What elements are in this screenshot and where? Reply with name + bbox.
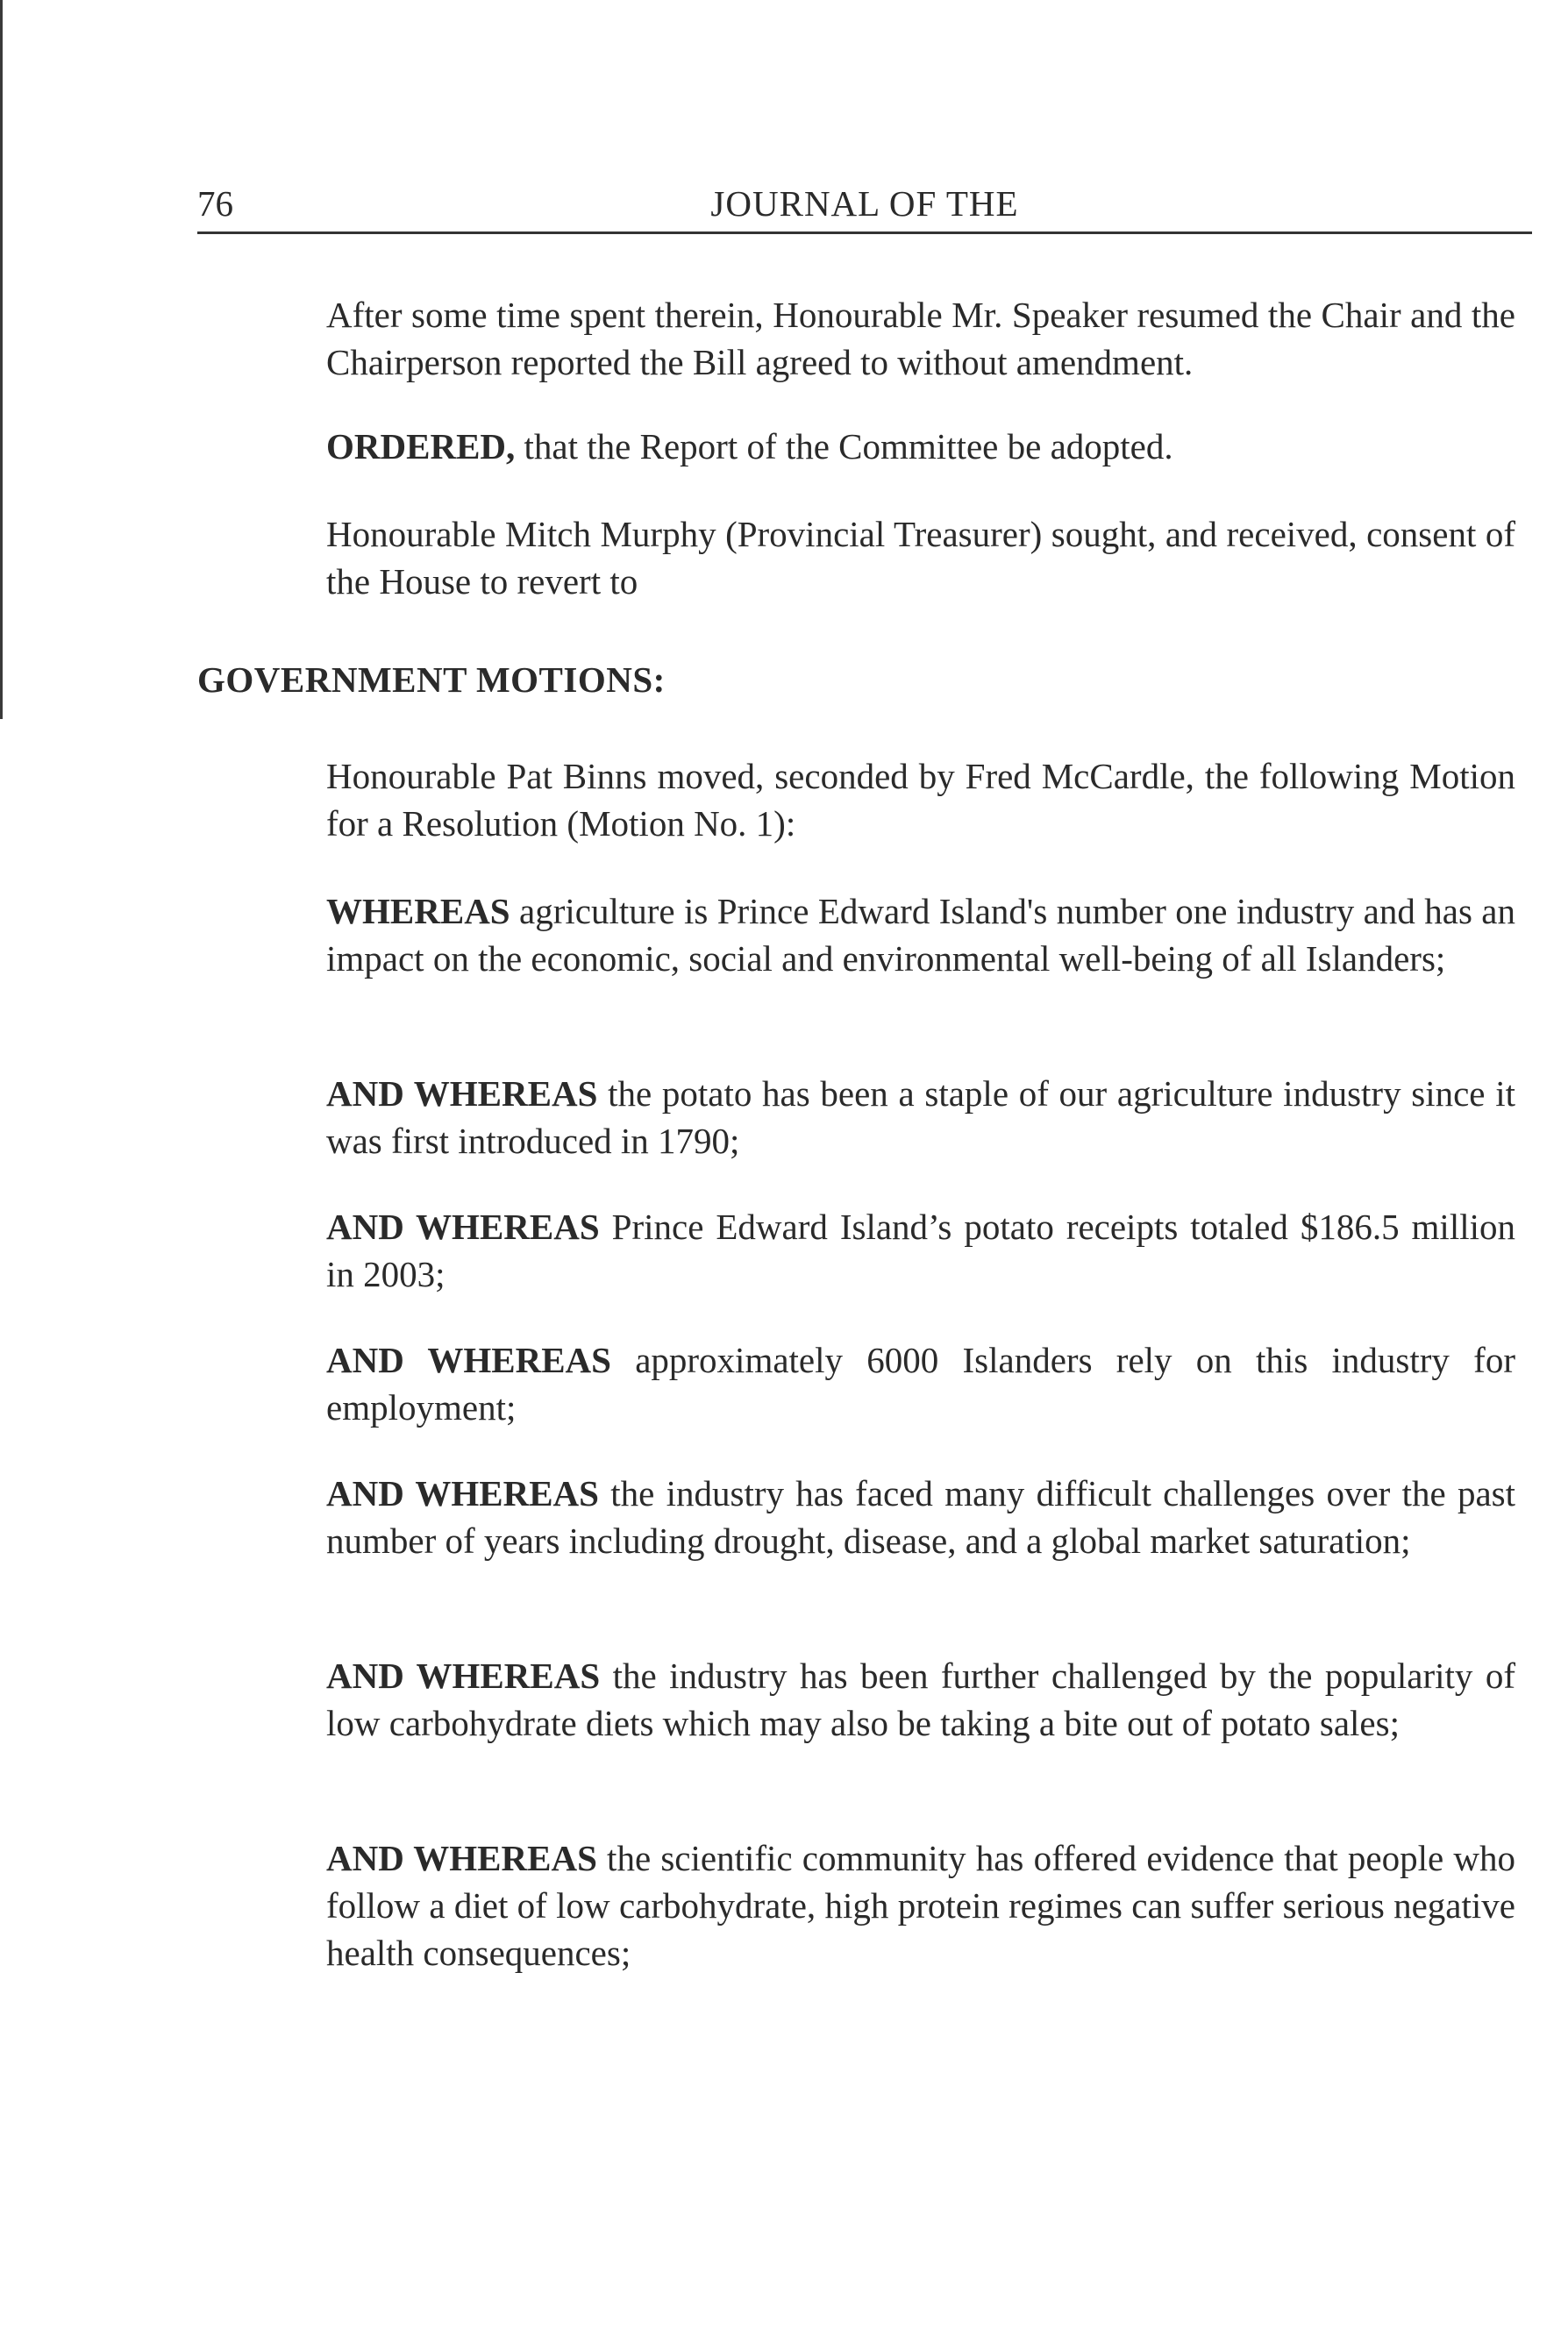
clause-lead: AND WHEREAS xyxy=(326,1340,611,1380)
clause-lead: AND WHEREAS xyxy=(326,1207,600,1247)
whereas-clause xyxy=(326,1470,1515,1564)
ordered-paragraph xyxy=(326,423,1515,470)
motion-intro xyxy=(326,752,1515,847)
section-heading: GOVERNMENT MOTIONS: xyxy=(197,659,666,700)
clause-text: the industry has been further challenged by the popularity of low carbohydrate diets which may also be taking a bite out of potato sales; xyxy=(326,1656,1515,1743)
paragraph-text: that the Report of the Committee be adopted. xyxy=(515,426,1173,466)
clause-text: agriculture is Prince Edward Island's number one industry and has an impact on the economic, social and environmental well-being of all Islanders; xyxy=(326,891,1515,979)
clause-lead: AND WHEREAS xyxy=(326,1838,597,1878)
clause-lead: AND WHEREAS xyxy=(326,1656,601,1696)
whereas-clause xyxy=(326,1070,1515,1164)
page-number: 76 xyxy=(197,183,233,224)
clause-text: the scientific community has offered evidence that people who follow a diet of low carbohydrate, high protein regimes can suffer serious negative health consequences; xyxy=(326,1838,1515,1973)
running-head: JOURNAL OF THE xyxy=(710,183,1019,224)
clause-text: Prince Edward Island’s potato receipts totaled $186.5 million in 2003; xyxy=(326,1207,1515,1294)
whereas-clause xyxy=(326,1652,1515,1747)
clause-text: the potato has been a staple of our agriculture industry since it was first introduced in 1790; xyxy=(326,1073,1515,1161)
whereas-clause xyxy=(326,1203,1515,1298)
paragraph-text: Honourable Pat Binns moved, seconded by Fred McCardle, the following Motion for a Resolution (Motion No. 1): xyxy=(326,756,1515,844)
committee-report-paragraph xyxy=(326,291,1515,386)
paragraph-text: After some time spent therein, Honourable Mr. Speaker resumed the Chair and the Chairperson reported the Bill agreed to without amendment. xyxy=(326,295,1515,382)
paragraph-lead: ORDERED, xyxy=(326,426,516,466)
whereas-clause xyxy=(326,1834,1515,1976)
whereas-clause xyxy=(326,1336,1515,1431)
scan-edge-line xyxy=(0,0,3,719)
clause-lead: WHEREAS xyxy=(326,891,510,931)
clause-lead: AND WHEREAS xyxy=(326,1073,598,1114)
page-header xyxy=(197,182,1532,234)
clause-text: approximately 6000 Islanders rely on this industry for employment; xyxy=(326,1340,1515,1428)
clause-lead: AND WHEREAS xyxy=(326,1473,599,1513)
paragraph-text: Honourable Mitch Murphy (Provincial Treasurer) sought, and received, consent of the House to revert to xyxy=(326,514,1515,602)
revert-paragraph xyxy=(326,510,1515,605)
whereas-clause xyxy=(326,887,1515,982)
clause-text: the industry has faced many difficult challenges over the past number of years including drought, disease, and a global market saturation; xyxy=(326,1473,1515,1561)
